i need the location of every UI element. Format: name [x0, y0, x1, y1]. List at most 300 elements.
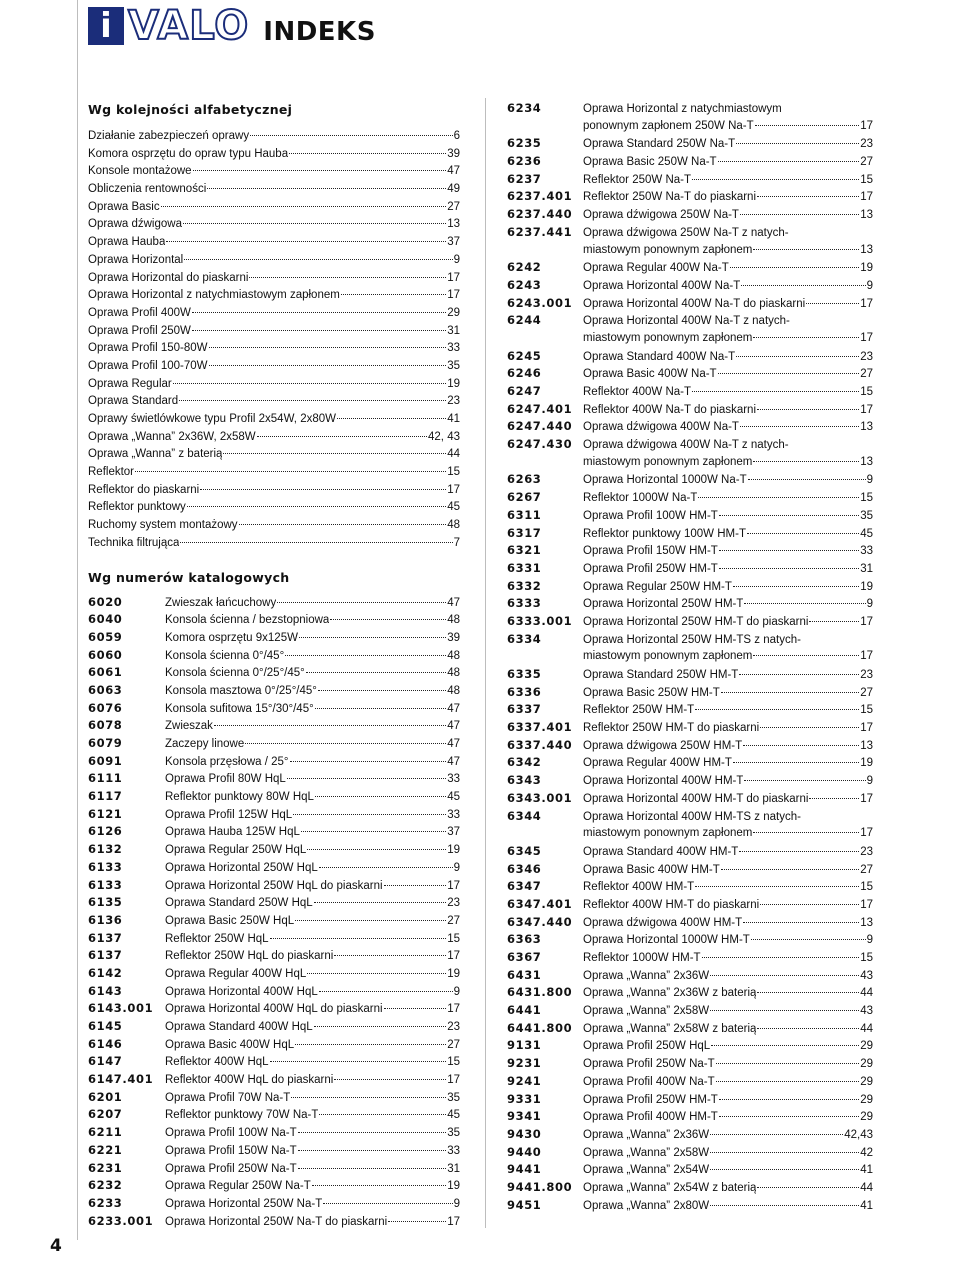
- entry-name: Oprawa Hauba 125W HqL: [165, 826, 300, 839]
- dot-leader: [384, 885, 447, 886]
- catalog-number: 9441: [507, 1162, 542, 1177]
- dot-leader: [721, 869, 859, 870]
- page-ref: 17: [860, 898, 873, 911]
- dot-leader: [200, 489, 446, 490]
- index-entry: [507, 1108, 873, 1126]
- entry-name: Oprawa Horizontal 250W HqL: [165, 861, 318, 874]
- catalog-number: 6345: [507, 843, 542, 858]
- entry-name: Obliczenia rentowności: [88, 183, 207, 196]
- catalog-number: 6431: [507, 967, 542, 982]
- index-entry: [88, 841, 460, 859]
- catalog-number: 6137: [88, 948, 123, 963]
- entry-name: Oprawa Horizontal z natychmiastowym: [583, 103, 782, 115]
- page-ref: 43: [860, 1005, 873, 1018]
- index-entry: [507, 578, 873, 596]
- catalog-number: 6263: [507, 472, 542, 487]
- index-entry: [507, 931, 873, 949]
- index-entry: [88, 517, 460, 535]
- index-entry: [507, 1179, 873, 1197]
- page-ref: 33: [447, 808, 460, 821]
- catalog-number: 6367: [507, 950, 542, 964]
- catalog-number: 6334: [507, 631, 542, 646]
- page-ref: 15: [860, 704, 873, 717]
- dot-leader: [739, 851, 859, 852]
- page-ref: 42, 43: [428, 430, 460, 443]
- dot-leader: [293, 814, 446, 815]
- index-entry: [88, 323, 460, 341]
- page-ref: 48: [447, 667, 460, 680]
- catalog-number: 6441.800: [507, 1020, 573, 1035]
- index-entry: [88, 912, 460, 930]
- page-ref: 29: [860, 1058, 873, 1071]
- index-entry: [507, 737, 873, 755]
- catalog-number: 6246: [507, 366, 542, 381]
- dot-leader: [306, 672, 446, 673]
- entry-name: Oprawa Basic 400W HqL: [165, 1038, 295, 1051]
- index-entry: [507, 701, 873, 719]
- entry-name: Reflektor 1000W HM-T: [583, 952, 701, 964]
- dot-leader: [193, 170, 447, 171]
- page-ref: 19: [447, 844, 460, 857]
- index-entry: [88, 181, 460, 199]
- catalog-number: 6221: [88, 1142, 123, 1157]
- column-divider: [485, 98, 486, 1228]
- right-column: [507, 100, 873, 1214]
- entry-name: Oprawa Horizontal 250W Na-T do piaskarni: [165, 1215, 388, 1228]
- catalog-number: 6347: [507, 879, 542, 894]
- entry-name: Oprawa Regular 250W HqL: [165, 844, 307, 857]
- entry-name: Oprawa Basic 250W Na-T: [583, 156, 717, 169]
- catalog-number: 6242: [507, 260, 542, 275]
- logo-i-mark: i: [88, 7, 124, 45]
- dot-leader: [695, 709, 859, 710]
- dot-leader: [743, 922, 859, 923]
- index-entry: [88, 1018, 460, 1036]
- page-ref: 42,43: [844, 1128, 873, 1141]
- index-entry: [88, 358, 460, 376]
- catalog-number: 6234: [507, 101, 542, 115]
- index-entry: [507, 1161, 873, 1179]
- page-number: 4: [50, 1236, 62, 1256]
- page-ref: 27: [860, 686, 873, 699]
- catalog-number: 6344: [507, 808, 542, 823]
- entry-name: Oprawa Standard 400W HqL: [165, 1021, 313, 1033]
- index-entry: [507, 489, 873, 507]
- entry-name: Konsola ścienna 0°/45°: [165, 649, 285, 662]
- index-entry: [88, 429, 460, 447]
- index-entry: [88, 340, 460, 358]
- catalog-number: 6143: [88, 983, 123, 998]
- page-ref: 23: [447, 897, 460, 910]
- page-ref: 17: [447, 483, 460, 496]
- index-entry: [88, 788, 460, 806]
- entry-name: Oprawa Regular: [88, 377, 172, 390]
- page-ref: 31: [447, 324, 460, 337]
- index-entry-continuation: [507, 242, 873, 260]
- catalog-number: 6337.401: [507, 720, 573, 735]
- index-entry: [507, 312, 873, 330]
- page-ref: 9: [453, 253, 460, 266]
- catalog-number: 6132: [88, 842, 123, 857]
- dot-leader: [753, 461, 859, 462]
- page-ref: 45: [447, 1109, 460, 1122]
- entry-name: Oprawa dźwigowa 400W HM-T: [583, 916, 743, 929]
- index-entry: [507, 171, 873, 189]
- page-ref: 13: [860, 916, 873, 929]
- page-ref: 35: [447, 359, 460, 372]
- catalog-number: 6317: [507, 525, 542, 540]
- index-entry: [88, 894, 460, 912]
- catalog-number: 6343: [507, 773, 542, 788]
- page-ref: 9: [866, 598, 873, 611]
- page-ref: 13: [860, 455, 873, 468]
- index-entry: [88, 629, 460, 647]
- catalog-number: 6347.401: [507, 896, 573, 911]
- page-ref: 33: [447, 342, 460, 355]
- catalog-number: 6079: [88, 736, 123, 750]
- dot-leader: [209, 365, 447, 366]
- entry-name: Oprawa „Wanna” 2x80W: [583, 1199, 710, 1212]
- page-ref: 17: [860, 650, 873, 663]
- index-entry: [507, 206, 873, 224]
- page-ref: 27: [860, 863, 873, 876]
- catalog-number: 6343.001: [507, 790, 573, 805]
- entry-name: Oprawa Horizontal: [88, 253, 184, 266]
- entry-name: Oprawa Horizontal 400W Na-T z natych-: [583, 315, 790, 328]
- index-entry: [88, 146, 460, 164]
- page-ref: 41: [860, 1199, 873, 1212]
- page-ref: 45: [447, 501, 460, 514]
- index-entry: [507, 525, 873, 543]
- entry-name: Reflektor 1000W Na-T: [583, 492, 698, 505]
- page-ref: 17: [860, 191, 873, 204]
- entry-name: Reflektor punktowy 70W Na-T: [165, 1109, 319, 1122]
- entry-name: Oprawa „Wanna” 2x58W: [583, 1005, 710, 1018]
- index-entry: [507, 666, 873, 684]
- catalog-number: 6207: [88, 1107, 123, 1122]
- index-entry: [507, 507, 873, 525]
- page-ref: 29: [860, 1040, 873, 1053]
- entry-name: Konsola sufitowa 15°/30°/45°: [165, 702, 314, 715]
- index-entry: [88, 446, 460, 464]
- page-ref: 47: [447, 165, 460, 178]
- catalog-number: 6111: [88, 771, 123, 786]
- catalog-number: 6061: [88, 665, 123, 680]
- dot-leader: [239, 524, 447, 525]
- dot-leader: [209, 347, 447, 348]
- catalog-number: 6237.441: [507, 224, 573, 239]
- entry-name: Oprawa Profil 250W Na-T: [165, 1162, 297, 1175]
- page-ref: 17: [860, 331, 873, 344]
- index-entry: [88, 216, 460, 234]
- catalog-number: 6441: [507, 1003, 542, 1018]
- dot-leader: [384, 1008, 447, 1009]
- catalog-number: 6247.401: [507, 401, 573, 416]
- entry-name: Reflektor punktowy 80W HqL: [165, 791, 314, 804]
- entry-name: Oprawa Basic 250W HqL: [165, 914, 295, 927]
- entry-name: Reflektor 250W HM-T: [583, 704, 695, 717]
- page-ref: 29: [860, 1111, 873, 1124]
- index-entry: [88, 735, 460, 753]
- catalog-number: 6040: [88, 612, 123, 627]
- page-ref: 9: [453, 861, 460, 874]
- dot-leader: [298, 1150, 447, 1151]
- dot-leader: [192, 330, 446, 331]
- page-ref: 6: [453, 130, 460, 142]
- entry-name: Oprawa Profil 250W HM-T: [583, 1093, 718, 1106]
- dot-leader: [180, 542, 452, 543]
- catalog-number: 9341: [507, 1109, 542, 1124]
- page-ref: 13: [860, 243, 873, 256]
- catalog-number: 6147.401: [88, 1072, 154, 1087]
- entry-name: Reflektor 400W HqL: [165, 1056, 269, 1069]
- index-entry: [88, 1142, 460, 1160]
- catalog-number: 6145: [88, 1019, 123, 1033]
- index-entry: [507, 365, 873, 383]
- page-ref: 42: [860, 1146, 873, 1159]
- index-entry: [507, 100, 873, 118]
- index-entry: [507, 1020, 873, 1038]
- page-ref: 27: [447, 1038, 460, 1051]
- entry-name: Reflektor punktowy: [88, 501, 186, 514]
- dot-leader: [710, 1205, 859, 1206]
- dot-leader: [719, 568, 859, 569]
- page-ref: 13: [447, 218, 460, 231]
- catalog-number: 9131: [507, 1038, 542, 1053]
- index-entry: [507, 719, 873, 737]
- dot-leader: [719, 515, 859, 516]
- index-entry: [507, 401, 873, 419]
- entry-name: Oprawa Standard 250W Na-T: [583, 138, 736, 151]
- page-ref: 13: [860, 739, 873, 752]
- dot-leader: [223, 453, 446, 454]
- page-ref: 15: [860, 173, 873, 186]
- page-ref: 23: [860, 350, 873, 363]
- index-entry: [88, 1160, 460, 1178]
- dot-leader: [751, 939, 866, 940]
- page-ref: 9: [453, 985, 460, 998]
- page-ref: 15: [860, 492, 873, 505]
- dot-leader: [179, 400, 446, 401]
- page-ref: 13: [860, 209, 873, 222]
- dot-leader: [285, 655, 446, 656]
- entry-name: miastowym ponownym zapłonem: [583, 650, 753, 663]
- entry-name: Oprawa Standard: [88, 395, 179, 408]
- catalog-number: 6337: [507, 702, 542, 717]
- catalog-number: 6126: [88, 824, 123, 839]
- entry-name: Oprawa „Wanna” 2x58W z baterią: [583, 1022, 757, 1035]
- index-entry: [88, 128, 460, 146]
- catalog-number: 6233.001: [88, 1213, 154, 1228]
- catalog-number: 6237.440: [507, 207, 573, 222]
- page-ref: 15: [860, 386, 873, 398]
- dot-leader: [298, 1132, 447, 1133]
- dot-leader: [290, 761, 447, 762]
- dot-leader: [757, 1028, 859, 1029]
- entry-name: Oprawa Standard 400W HM-T: [583, 845, 739, 858]
- alphabetical-heading: Wg kolejności alfabetycznej: [88, 102, 293, 117]
- valo-logo: [88, 3, 376, 49]
- entry-name: Oprawa Horizontal 400W HqL do piaskarni: [165, 1003, 383, 1016]
- catalog-number: 6311: [507, 507, 542, 522]
- dot-leader: [710, 1152, 859, 1153]
- index-entry: [88, 1177, 460, 1195]
- entry-name: Oprawa Regular 400W HqL: [165, 967, 307, 980]
- dot-leader: [166, 241, 446, 242]
- entry-name: Reflektor 250W Na-T do piaskarni: [583, 191, 756, 204]
- dot-leader: [184, 259, 452, 260]
- index-entry: [507, 277, 873, 295]
- index-entry: [507, 436, 873, 454]
- dot-leader: [135, 471, 446, 472]
- page-ref: 17: [860, 792, 873, 805]
- catalog-number: 6243: [507, 277, 542, 292]
- page-ref: 47: [447, 738, 460, 750]
- dot-leader: [192, 312, 446, 313]
- dot-leader: [711, 1045, 859, 1046]
- index-entry: [507, 843, 873, 861]
- page-ref: 9: [866, 775, 873, 788]
- entry-name: Oprawa „Wanna” 2x36W, 2x58W: [88, 430, 256, 443]
- entry-name: Oprawa Standard 250W HqL: [165, 897, 313, 910]
- dot-leader: [315, 708, 447, 709]
- index-entry: [507, 1126, 873, 1144]
- catalog-number: 6333: [507, 596, 542, 611]
- page-ref: 37: [447, 236, 460, 249]
- index-entry: [88, 947, 460, 965]
- index-entry: [88, 930, 460, 948]
- index-entry: [507, 684, 873, 702]
- page-ref: 47: [447, 755, 460, 768]
- entry-name: ponownym zapłonem 250W Na-T: [583, 119, 754, 132]
- index-entry: [507, 1037, 873, 1055]
- entry-name: Oprawa dźwigowa 400W Na-T: [583, 421, 739, 434]
- dot-leader: [753, 655, 859, 656]
- index-entry: [507, 348, 873, 366]
- entry-name: Oprawa Basic: [88, 200, 160, 213]
- page-ref: 37: [447, 826, 460, 839]
- index-entry: [507, 967, 873, 985]
- dot-leader: [710, 975, 859, 976]
- dot-leader: [341, 294, 446, 295]
- page-ref: 15: [447, 466, 460, 479]
- dot-leader: [245, 743, 446, 744]
- index-entry: [88, 305, 460, 323]
- index-entry-continuation: [507, 825, 873, 843]
- entry-name: Oprawa „Wanna” 2x36W: [583, 969, 710, 982]
- entry-name: Oprawa Regular 400W Na-T: [583, 262, 729, 275]
- catalog-number: 6091: [88, 753, 123, 768]
- dot-leader: [314, 902, 447, 903]
- entry-name: Oprawa Profil 400W Na-T: [583, 1075, 715, 1088]
- catalog-number: 6060: [88, 647, 123, 662]
- index-entry-continuation: [507, 648, 873, 666]
- dot-leader: [291, 1097, 446, 1098]
- page-ref: 47: [447, 720, 460, 733]
- catalog-number: 6232: [88, 1178, 123, 1193]
- dot-leader: [334, 1079, 446, 1080]
- entry-name: Oprawa dźwigowa: [88, 218, 182, 231]
- entry-name: Reflektor punktowy 100W HM-T: [583, 527, 746, 540]
- index-entry: [507, 754, 873, 772]
- catalog-number: 6201: [88, 1089, 123, 1104]
- dot-leader: [388, 1221, 446, 1222]
- page-ref: 29: [860, 1093, 873, 1106]
- entry-name: Reflektor 400W HM-T: [583, 881, 695, 894]
- index-entry: [88, 859, 460, 877]
- index-entry: [88, 717, 460, 735]
- entry-name: Oprawa Profil 250W HM-T: [583, 562, 718, 575]
- index-entry: [507, 595, 873, 613]
- entry-name: Ruchomy system montażowy: [88, 519, 238, 532]
- index-entry: [88, 1106, 460, 1124]
- entry-name: Oprawa Profil 100W HM-T: [583, 509, 718, 522]
- index-entry: [507, 861, 873, 879]
- index-entry: [88, 1036, 460, 1054]
- dot-leader: [187, 506, 446, 507]
- dot-leader: [315, 796, 446, 797]
- page-ref: 9: [866, 934, 873, 947]
- entry-name: miastowym ponownym zapłonem: [583, 455, 753, 468]
- index-entry: [88, 464, 460, 482]
- dot-leader: [718, 373, 860, 374]
- page-ref: 45: [860, 527, 873, 540]
- dot-leader: [760, 904, 859, 905]
- entry-name: Reflektor 250W HqL: [165, 932, 269, 945]
- entry-name: Oprawa Profil 150W Na-T: [165, 1144, 297, 1157]
- catalog-number: 6235: [507, 136, 542, 151]
- page-ref: 19: [860, 757, 873, 770]
- catalog-number: 6237.401: [507, 189, 573, 204]
- page-ref: 19: [447, 967, 460, 980]
- entry-name: Reflektor 400W HM-T do piaskarni: [583, 898, 760, 911]
- dot-leader: [161, 206, 447, 207]
- catalog-number: 6117: [88, 789, 123, 804]
- dot-leader: [753, 832, 859, 833]
- dot-leader: [710, 1134, 843, 1135]
- index-entry: [507, 984, 873, 1002]
- dot-leader: [719, 1116, 859, 1117]
- entry-name: Konsola ścienna 0°/25°/45°: [165, 667, 305, 680]
- dot-leader: [809, 621, 859, 622]
- dot-leader: [744, 780, 865, 781]
- dot-leader: [710, 1010, 859, 1011]
- catalog-list-right: [507, 100, 873, 1214]
- dot-leader: [733, 586, 859, 587]
- catalog-number: 6431.800: [507, 985, 573, 1000]
- entry-name: Oprawa Profil 400W: [88, 306, 191, 319]
- entry-name: Oprawa Horizontal 400W Na-T do piaskarni: [583, 297, 806, 310]
- index-entry: [88, 535, 460, 553]
- page-ref: 27: [860, 368, 873, 381]
- catalog-number: 9430: [507, 1126, 542, 1141]
- entry-name: Oprawa Horizontal 250W HM-TS z natych-: [583, 633, 801, 646]
- dot-leader: [710, 1169, 859, 1170]
- index-entry: [88, 163, 460, 181]
- page-ref: 17: [447, 1003, 460, 1016]
- catalog-number: 6337.440: [507, 737, 573, 752]
- entry-name: Oprawa Basic 400W HM-T: [583, 863, 720, 876]
- dot-leader: [702, 957, 860, 958]
- logo-wordmark: VALO: [128, 3, 250, 49]
- catalog-number: 9441.800: [507, 1179, 573, 1194]
- entry-name: Oprawa Horizontal do piaskarni: [88, 271, 249, 284]
- catalog-number: 6076: [88, 700, 123, 715]
- index-entry: [507, 153, 873, 171]
- catalog-number: 9331: [507, 1091, 542, 1106]
- entry-name: Oprawa Profil 150W HM-T: [583, 545, 718, 558]
- entry-name: Zwieszak łańcuchowy: [165, 596, 277, 609]
